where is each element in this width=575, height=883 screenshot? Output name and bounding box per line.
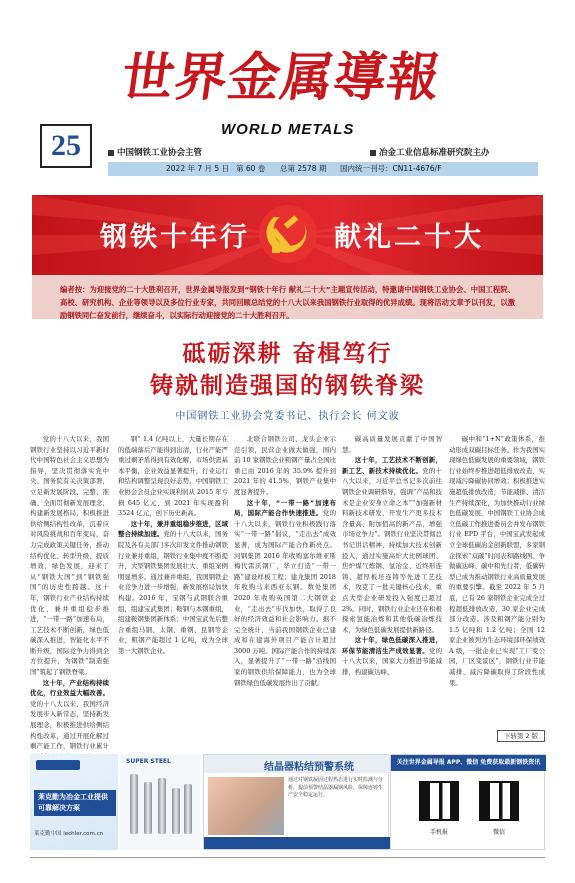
paragraph: 钢” 1.4 亿吨以上，大量长期存在的低端落后产能得到出清，行业产能严重过剩矛盾得到有效化解，市场供需基本平衡，企业效益显著提升，行业运行和结构调整呈现良好态势。中国钢铁工业协会会员企业实现利润从 2015 年亏损 645 亿元，到 2021 年实现盈利 3524 亿元，创下历史新高。 [118,435,228,518]
paragraph: 这十年，工艺技术不断创新，新工艺、新技术持续优化。党的十八大以来，习近平总书记多次前往钢铁企业调研指导，强调“产品和技术是企业安身立命之本”“加强新材料新技术研发，开发生产更多技术含量高、附加值高的新产品，增强市场竞争力”。钢铁行业坚决贯彻总书记讲话精神，持续加大技术创新投入，通过实施高炉大比例球团、焦炉煤气炼钢、氢冶金、近终形连铸、超厚板坯连铸等先进工艺技术，攻克了一批关键核心技术，重点大型企业研发投入强度已超过 2%。同时，钢铁行业企业还在积极探索氢能冶炼和其他低碳冶炼技术，为绿色低碳发展提供新路径。 [342,456,443,634]
paragraph: 这十年，产业结构持续优化，行业效益大幅改善。党的十八大以来，我国经济发展步入新常态，坚持新发展理念，积极推进供给侧结构性改革，通过开展化解过剩产能工作，钢铁行业累计 [30,678,109,751]
square-bullet-icon [370,150,376,156]
subsection-lead: 这十年，工艺技术不断创新，新工艺、新技术持续优化。 [342,456,442,475]
qr-code-wechat-icon[interactable] [479,781,519,821]
banner-left-text: 钢铁十年行 [100,222,250,253]
paragraph: 碳高质量发展贡献了中国智慧。 [342,435,442,454]
qr-code-mobile-icon[interactable] [419,781,459,821]
byline: 中国钢铁工业协会党委书记、执行会长 何文波 [175,411,400,422]
editor-note: 编者按：为迎接党的二十大胜利召开，世界金属导报发到“钢铁十年行 献礼二十大”主题宣传活动，特邀请中国钢铁工业协会、中国工程院、高校、研究机构、企业等领导以及多位行业专家，共同回顾总结党的十八大以来我国钢铁行业取得的优异成绩。现将活动文章予以刊发，以激励钢铁同仁奋发前行，继续奋斗，以实际行动迎接党的二十大胜利召开。 [32,275,543,319]
masthead [0,0,575,182]
subsection-lead: 这十年，产业结构持续优化，行业效益大幅改善。 [30,678,109,698]
paragraph: 北联合钢铁公司、龙头企业示范引领，民营企业做大做强，国内前 10 家钢铁企业粗钢产量占全国比重已由 2016 年的 35.9% 提升到 2021 年的 41.5%，钢铁产业集中度显著提升。 [234,435,336,496]
article-column-3 [234,434,336,742]
ad-lechler-small: 莱克勤中国 lechler.com.cn [34,831,104,837]
paragraph: 这十年，兼并重组稳步推进，区域整合持续加速。党的十八大以来，国务院及各有关部门多次印发文件推动钢铁行业兼并重组，钢铁行业集中度不断提升，大型钢铁集团发展壮大、重组案例明显增多。通过兼并重组，我国钢铁企业竞争力进一步增强，新发展格局加快构建。2016 年，宝钢与武钢联合重组，组建宝武集团；鞍钢与本钢重组，组建鞍钢集团新体系；中国宝武先后整合重组马钢、太钢、重钢、昆钢等企业，粗钢产能超过 1 亿吨，成为全球第一大钢铁企业。 [118,519,229,655]
issue-total: 总第 2578 期 [280,164,327,173]
ad-steel-brand: SUPER STEEL [126,758,171,765]
ad-steel-cylinders[interactable] [120,754,200,850]
subsection-lead: 这十年，“一带一路”加速布局，国际产能合作快速推进。 [234,498,336,518]
sponsor-2 [370,146,490,158]
issue-cn-code: 国内统一刊号：CN11-4676/F [340,164,442,173]
sponsor-2-text: 冶金工业信息标准研究院主办 [379,148,490,158]
lechler-logo [36,760,80,770]
article-column-2 [118,434,228,742]
issue-volume: 第 60 卷 [236,164,266,173]
masthead-english: WORLD METALS [221,121,355,138]
subsection-lead: 这十年，绿色低碳深入推进，环保节能清洁生产成效显著。 [342,636,442,655]
ad-lechler-text: 莱克勤为冶金工业提供可靠解决方案 [34,790,116,816]
continued-link[interactable]: 下转第 2 版 [497,730,545,742]
article-column-5 [449,434,545,734]
article-column-1 [30,434,109,754]
paragraph: 党的十八大以来，我国钢铁行业坚持以习近平新时代中国特色社会主义思想为指导，坚决贯彻落实党中央、国务院有关决策部署，立足新发展阶段、完整、准确、全面贯彻新发展理念，构建新发展格局，积极推进供给侧结构性改革，沉着应对风险挑战和百年变局，奋力完成政策关键任务，推动结构优化、转型升级、提质增效，绿色发展，迎来了从“钢铁大国”到“钢铁强国”的历史性跨越。这十年，钢铁行业产业结构持续优化，兼并重组稳步推进，“一带一路”加速布局，工艺技术不断创新，绿色低碳深入推进，智能化水平不断升级，国际竞争力得到全方位提升，为钢铁“制造强国”筑起了钢铁脊梁。 [30,435,109,677]
ad-lechler[interactable] [30,754,118,850]
issue-date: 2022 年 7 月 5 日 [166,164,230,173]
qr-label-wechat: 微信 [492,829,505,836]
issue-bar [108,162,538,176]
ad-mold-breakout[interactable] [203,754,389,850]
paragraph: 这十年，绿色低碳深入推进，环保节能清洁生产成效显著。党的十八大以来，国家大力推进节能减排，构建碳达峰、 [342,636,443,677]
square-bullet-icon [108,150,114,156]
party-emblem-icon [258,203,318,265]
headline-main: 砥砺深耕 奋楫笃行 [182,341,393,367]
ad-qr-codes[interactable] [390,754,545,850]
qr-label-mobile: 手机报 [429,829,448,836]
ad4-header: 关注世界金属导报 APP、微信 免费获取最新钢铁资讯 [391,755,546,771]
ad3-image [208,777,284,835]
masthead-title: 世界金属導報 [117,48,445,108]
campaign-banner [32,195,543,275]
banner-right-text: 献礼二十大 [334,222,484,253]
paragraph: 碳中和“1+N”政策体系，推动形成双碳目标任务。作为我国实现绿色低碳发展的重要领域，钢铁行业始终步推进超低排放改造，实现减污降碳协同增效；积极推进实施超低排放改造，节能减排、清洁生产持续深化，为加快推动行业绿色低碳发展，中国钢铁工业协会成立低碳工作推进委员会并发布钢铁行业 EPD 平台，中国宝武发起成立全球低碳冶金创新联盟，多家钢企探索“双碳”时间表和路线图。争做碳达峰、碳中和先行者，低碳转型已成为推动钢铁行业高质量发展的重要引擎。截至 2022 年 5 月底，已有 26 家钢铁企业完成全过程超低排放改造，30 家企业完成部分改造。涉及粗钢产能分别为 1.5 亿吨和 1.2 亿吨；全国 12 家企业被列为生态环境部环保绩效 A 级，一批企业已实现“工厂变公园，厂区变景区”，钢铁行业节能减排、减污降碳取得了阶段性成果。 [449,435,546,687]
footer-rule [30,857,545,858]
page-number: 25 [40,124,92,168]
steel-bar-icon [158,778,166,834]
ad3-title: 结晶器粘结预警系统 [264,762,354,773]
subsection-lead: 这十年，兼并重组稳步推进，区域整合持续加速。 [118,519,228,539]
steel-bar-icon [172,788,180,834]
article-column-4 [342,434,442,742]
steel-bar-icon [144,782,152,834]
sponsor-1 [108,146,202,158]
sponsor-1-text: 中国钢铁工业协会主管 [117,148,203,158]
headline-sub: 铸就制造强国的钢铁脊梁 [150,373,425,399]
ad3-body: 通过对钢铁凝固过程热态进行实时监测与分析，提前预警结晶器漏钢风险，保障连铸生产安全稳定运行。 [288,777,384,798]
ad3-footer [204,837,390,849]
steel-bar-icon [184,784,192,834]
paragraph: 这十年，“一带一路”加速布局，国际产能合作快速推进。党的十八大以来，钢铁行业积极践行落实“一带一路”倡议，“走出去”成效显著，成为国际产能合作新亮点。河钢集团 2016 年收购塞尔维亚斯梅代雷沃钢厂，华立打造“一带一路”建设样板工程；建龙集团 2018 年收购马来西亚东钢。数处集团 2020 年收购英国第二大钢铁企业，“走出去”步伐加快，取得了良好的经济效益和社会影响力。据不完全统计，当前我国钢铁企业已建成和在建海外项目产能合计超过 3000 万吨。国际产能合作的持续深入，显著提升了“一带一路”沿线国家的钢铁供给保障能力，也为全球钢铁绿色低碳发展作出了贡献。 [234,498,337,687]
steel-bar-icon [130,774,138,834]
